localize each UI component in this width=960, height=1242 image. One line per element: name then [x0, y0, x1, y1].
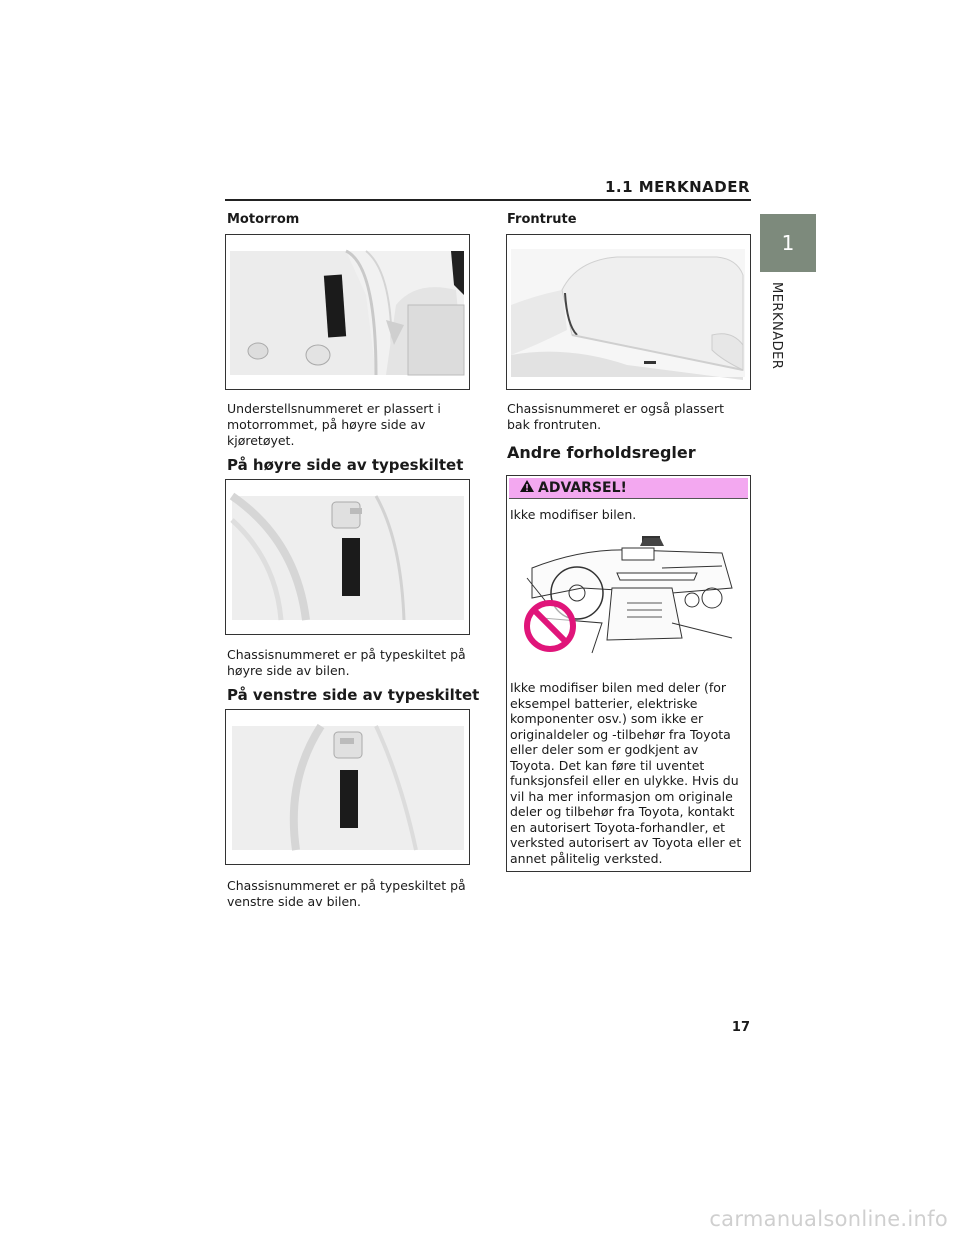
- page-number: 17: [731, 1020, 750, 1035]
- heading-motorrom: Motorrom: [227, 212, 300, 227]
- chapter-side-label: MERKNADER: [769, 282, 784, 370]
- warning-triangle-icon: [519, 479, 535, 497]
- watermark: carmanualsonline.info: [709, 1207, 948, 1231]
- warning-body: Ikke modifiser bilen med deler (for eksempel batterier, elektriske komponenter osv.) som ikke er originaldeler og -tilbehør fra Toyota eller deler som er godkjent av Toyota. Det kan føre til uventet funksjonsfeil eller en ulykke. Hvis du vil ha mer informasjon om originale deler og tilbehør fra Toyota, kontakt en autorisert Toyota-forhandler, et verksted autorisert av Toyota eller et annet pålitelig verksted.: [510, 680, 742, 866]
- warning-line1: Ikke modifiser bilen.: [510, 507, 637, 522]
- caption-venstre: Chassisnummeret er på typeskiltet på venstre side av bilen.: [227, 878, 466, 909]
- header-rule: [225, 199, 751, 201]
- running-header: 1.1 MERKNADER: [604, 178, 750, 196]
- prohibition-icon: [522, 598, 578, 654]
- warning-box: [506, 475, 751, 872]
- figure-dashboard: [522, 528, 737, 658]
- warning-title: ADVARSEL!: [538, 480, 627, 496]
- figure-left-plate: [225, 709, 470, 865]
- warning-header: [509, 478, 748, 499]
- chapter-tab: 1: [760, 214, 816, 272]
- section-title-andre: Andre forholdsregler: [507, 443, 696, 462]
- caption-motorrom: Understellsnummeret er plassert i motorrommet, på høyre side av kjøretøyet.: [227, 401, 441, 448]
- figure-right-plate: [225, 479, 470, 635]
- heading-frontrute: Frontrute: [507, 212, 577, 227]
- figure-windshield: [506, 234, 751, 390]
- figure-engine-bay: [225, 234, 470, 390]
- caption-frontrute: Chassisnummeret er også plassert bak frontruten.: [507, 401, 724, 432]
- caption-hoyre: Chassisnummeret er på typeskiltet på høyre side av bilen.: [227, 647, 466, 678]
- heading-venstre: På venstre side av typeskiltet: [227, 686, 480, 704]
- heading-hoyre: På høyre side av typeskiltet: [227, 456, 464, 474]
